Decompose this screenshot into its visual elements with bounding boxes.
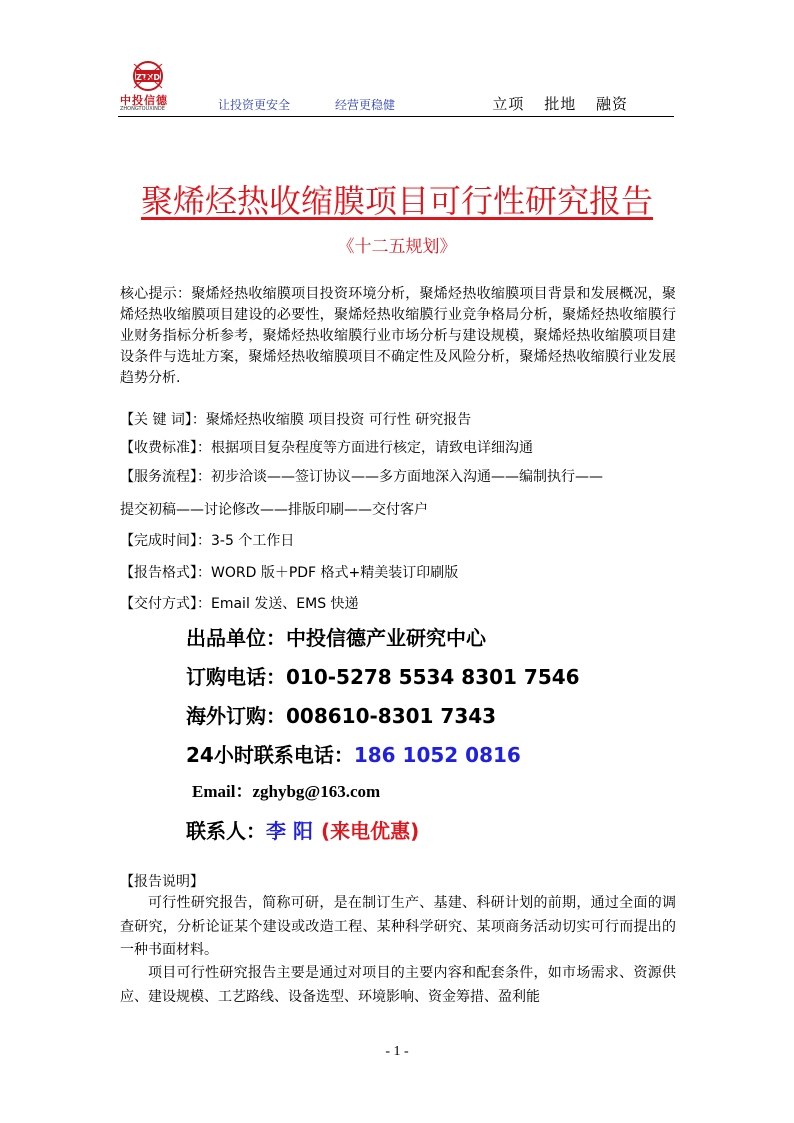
logo-text: 中投信德	[120, 94, 168, 107]
tagline-item: 立项	[492, 95, 525, 113]
info-process-line1: 【服务流程】：初步洽谈——签订协议——多方面地深入沟通——编制执行——	[120, 469, 603, 485]
slogan-safe: 让投资更安全	[218, 98, 291, 112]
person-note: (来电优惠)	[320, 819, 420, 843]
contact-person	[186, 815, 419, 844]
contact-hotline	[186, 739, 521, 768]
info-fee: 【收费标准】：根据项目复杂程度等方面进行核定，请致电详细沟通	[120, 440, 533, 456]
person-label: 联系人：	[186, 819, 266, 843]
header-tagline	[478, 93, 628, 114]
person-name: 李 阳	[266, 819, 313, 843]
info-keywords: 【关 键 词】：聚烯烃热收缩膜 项目投资 可行性 研究报告	[120, 412, 472, 428]
page-number: - 1 -	[385, 1044, 409, 1059]
contact-overseas: 海外订购：008610-8301 7343	[186, 704, 497, 728]
contact-unit: 出品单位：中投信德产业研究中心	[186, 626, 486, 650]
page-header	[118, 58, 674, 117]
section-paragraph: 可行性研究报告，简称可研，是在制订生产、基建、科研计划的前期，通过全面的调查研究，分析论证某个建设或改造工程、某种科学研究、某项商务活动切实可行而提出的一种书面材料。	[120, 895, 676, 958]
hotline-number: 186 1052 0816	[353, 743, 521, 767]
info-time: 【完成时间】：3-5 个工作日	[120, 533, 295, 549]
slogan-stable: 经营更稳健	[335, 98, 396, 112]
contact-phone: 订购电话：010-5278 5534 8301 7546	[186, 665, 580, 689]
hotline-label: 24小时联系电话：	[186, 743, 354, 767]
svg-text:ZTXD: ZTXD	[135, 73, 161, 82]
logo-subtext: ZHONGTOUXINDE	[120, 106, 165, 112]
report-subtitle: 《十二五规划》	[337, 237, 457, 257]
section-heading: 【报告说明】	[120, 874, 204, 890]
company-logo	[118, 58, 178, 114]
core-summary: 核心提示：聚烯烃热收缩膜项目投资环境分析，聚烯烃热收缩膜项目背景和发展概况，聚烯烃热收缩膜项目建设的必要性，聚烯烃热收缩膜行业竞争格局分析，聚烯烃热收缩膜行业财务指标分析参考，聚烯烃热收缩膜行业市场分析与建设规模，聚烯烃热收缩膜项目建设条件与选址方案，聚烯烃热收缩膜项目不确定性及风险分析，聚烯烃热收缩膜行业发展趋势分析.	[120, 286, 676, 386]
info-process-line2: 提交初稿——讨论修改——排版印刷——交付客户	[120, 502, 428, 518]
section-paragraph: 项目可行性研究报告主要是通过对项目的主要内容和配套条件，如市场需求、资源供应、建设规模、工艺路线、设备选型、环境影响、资金筹措、盈利能	[120, 965, 676, 1005]
info-delivery: 【交付方式】：Email 发送、EMS 快递	[120, 596, 359, 612]
contact-email: Email：zghybg@163.com	[192, 782, 381, 801]
tagline-item: 融资	[595, 95, 628, 113]
info-format: 【报告格式】：WORD 版＋PDF 格式+精美装订印刷版	[120, 565, 459, 581]
tagline-item: 批地	[544, 95, 577, 113]
report-title: 聚烯烃热收缩膜项目可行性研究报告	[140, 182, 653, 220]
